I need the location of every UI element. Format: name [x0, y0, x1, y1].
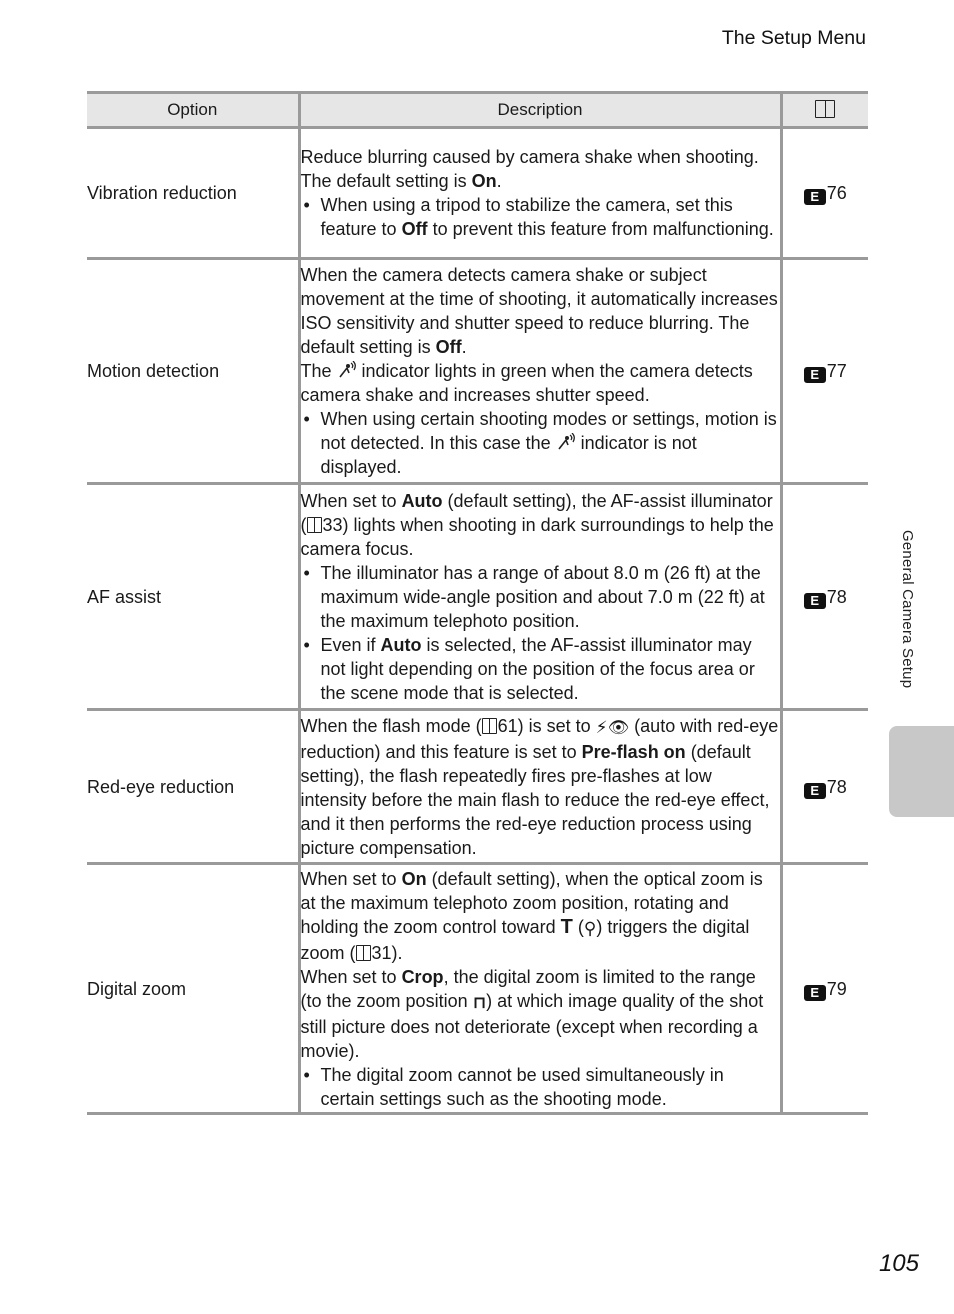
table-row — [87, 259, 868, 484]
page-reference: E 76 — [781, 128, 868, 259]
e-reference-icon: E — [804, 189, 826, 205]
description-text: When the camera detects camera shake or subject movement at the time of shooting, it automatically increases ISO sensitivity and shutter speed to reduce blurring. The default setting is Off. — [300, 265, 778, 357]
book-reference-icon — [307, 517, 322, 533]
table-header-row — [87, 93, 868, 128]
book-reference-icon — [815, 100, 835, 118]
section-thumb-tab — [889, 726, 954, 817]
crop-zoom-position-icon: ⊓ — [472, 992, 487, 1012]
e-reference-icon: E — [804, 985, 826, 1001]
zoom-telephoto-icon: ⚲ — [583, 918, 597, 938]
table-row — [87, 710, 868, 864]
description-text: When set to Crop, the digital zoom is limited to the range (to the zoom position ⊓) at which image quality of the shot still picture does not deteriorate (except when recording a movie). — [300, 966, 764, 1061]
running-header: The Setup Menu — [721, 27, 866, 49]
option-name: Red-eye reduction — [87, 710, 299, 864]
option-description — [299, 484, 781, 710]
option-name: Vibration reduction — [87, 128, 299, 259]
section-side-label: General Camera Setup — [899, 530, 916, 689]
description-text: When set to Auto (default setting), the AF-assist illuminator ( 33) lights when shooting in dark surroundings to help the camera focus. — [300, 490, 774, 559]
description-text: When set to On (default setting), when the optical zoom is at the maximum telephoto zoom position, rotating and holding the zoom control toward T (⚲) triggers the digital zoom ( 31). — [300, 868, 763, 963]
book-reference-icon — [356, 945, 371, 961]
e-reference-icon: E — [804, 367, 826, 383]
book-reference-icon — [482, 718, 497, 734]
option-description — [299, 128, 781, 259]
option-name: Motion detection — [87, 259, 299, 484]
list-item: • The illuminator has a range of about 8.0 m (26 ft) at the maximum wide-angle position and about 7.0 m (22 ft) at the maximum telephoto position. — [301, 561, 780, 633]
flash-redeye-icon: ⚡👁 — [595, 717, 630, 737]
e-reference-icon: E — [804, 783, 826, 799]
column-header-description: Description — [299, 93, 781, 128]
motion-detection-icon — [556, 433, 576, 451]
list-item: • When using certain shooting modes or settings, motion is not detected. In this case the indicator is not displayed. — [301, 407, 780, 479]
column-header-option: Option — [87, 93, 299, 128]
description-text: Reduce blurring caused by camera shake when shooting. The default setting is On. — [300, 147, 759, 191]
column-header-reference — [781, 93, 868, 128]
table-row — [87, 128, 868, 259]
page-reference: E 78 — [781, 484, 868, 710]
page-reference: E 78 — [781, 710, 868, 864]
list-item: • When using a tripod to stabilize the camera, set this feature to Off to prevent this feature from malfunctioning. — [301, 193, 780, 241]
list-item: • Even if Auto is selected, the AF-assist illuminator may not light depending on the position of the focus area or the scene mode that is selected. — [301, 633, 780, 705]
table-row — [87, 864, 868, 1114]
description-text: When the flash mode ( 61) is set to ⚡👁 (auto with red-eye reduction) and this feature is set to Pre-flash on (default setting), the flash repeatedly fires pre-flashes at low intensity before the main flash to reduce the red-eye effect, and it then performs the red-eye reduction process using picture compensation. — [300, 715, 779, 858]
motion-detection-icon — [337, 361, 357, 379]
page-number: 105 — [878, 1250, 919, 1277]
description-text: The indicator lights in green when the camera detects camera shake and increases shutter speed. — [300, 361, 753, 405]
table-row — [87, 484, 868, 710]
page-reference: E 79 — [781, 864, 868, 1114]
setup-menu-table — [87, 91, 868, 1115]
list-item: • The digital zoom cannot be used simultaneously in certain settings such as the shooting mode. — [301, 1063, 780, 1111]
option-description — [299, 710, 781, 864]
option-description — [299, 864, 781, 1114]
page-reference: E 77 — [781, 259, 868, 484]
option-name: Digital zoom — [87, 864, 299, 1114]
option-description — [299, 259, 781, 484]
option-name: AF assist — [87, 484, 299, 710]
e-reference-icon: E — [804, 593, 826, 609]
